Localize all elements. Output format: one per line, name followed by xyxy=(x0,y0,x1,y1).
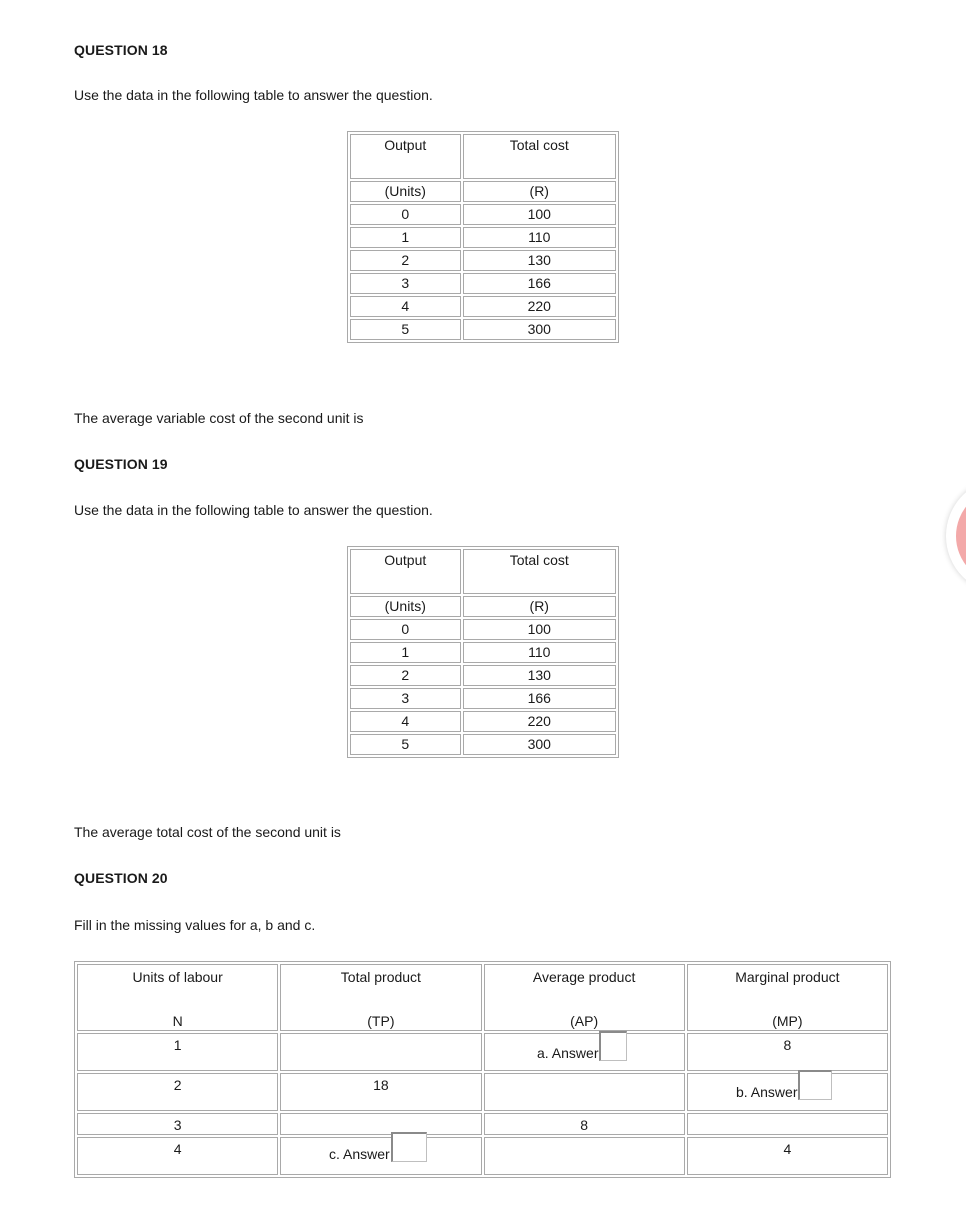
q20-header-ap: Average product (AP) xyxy=(484,964,685,1031)
q20-header-mp: Marginal product (MP) xyxy=(687,964,888,1031)
table-row: 4 4 xyxy=(77,1137,888,1175)
table-row: 2 18 xyxy=(77,1073,888,1111)
q19-col-cost-unit: (R) xyxy=(463,596,616,617)
table-row: 5 300 xyxy=(350,734,616,755)
q20-intro: Fill in the missing values for a, b and c. xyxy=(74,917,316,933)
answer-a-input[interactable] xyxy=(599,1031,627,1061)
q19-col-cost-header: Total cost xyxy=(463,549,616,594)
q19-question: The average total cost of the second unit is xyxy=(74,824,341,840)
q19-title: QUESTION 19 xyxy=(74,456,168,472)
q18-question: The average variable cost of the second unit is xyxy=(74,410,364,426)
q18-title: QUESTION 18 xyxy=(74,42,168,58)
table-row: 1 8 xyxy=(77,1033,888,1071)
answer-a xyxy=(537,1031,627,1061)
answer-a-label: a. Answer xyxy=(537,1045,599,1061)
answer-c-label: c. Answer xyxy=(329,1146,390,1162)
answer-b-input[interactable] xyxy=(798,1070,832,1100)
table-row: 0 100 xyxy=(350,619,616,640)
table-row: 5 300 xyxy=(350,319,616,340)
answer-b xyxy=(736,1070,832,1100)
q18-col-cost-header: Total cost xyxy=(463,134,616,179)
q18-col-cost-unit: (R) xyxy=(463,181,616,202)
answer-c-input[interactable] xyxy=(391,1132,427,1162)
table-row: 3 8 xyxy=(77,1113,888,1135)
q19-col-output-unit: (Units) xyxy=(350,596,461,617)
q20-header-tp: Total product (TP) xyxy=(280,964,481,1031)
q19-cost-table xyxy=(347,546,619,758)
table-row: 2 130 xyxy=(350,665,616,686)
table-row: 4 220 xyxy=(350,711,616,732)
q18-col-output-unit: (Units) xyxy=(350,181,461,202)
table-row: 2 130 xyxy=(350,250,616,271)
q20-title: QUESTION 20 xyxy=(74,870,168,886)
q20-header-labour: Units of labour N xyxy=(77,964,278,1031)
table-row: 0 100 xyxy=(350,204,616,225)
q18-cost-table xyxy=(347,131,619,343)
floating-action-circle[interactable] xyxy=(946,478,966,594)
answer-b-label: b. Answer xyxy=(736,1084,798,1100)
table-row: 1 110 xyxy=(350,227,616,248)
table-row: 3 166 xyxy=(350,273,616,294)
table-row: 1 110 xyxy=(350,642,616,663)
q18-intro: Use the data in the following table to answer the question. xyxy=(74,87,433,103)
q19-intro: Use the data in the following table to answer the question. xyxy=(74,502,433,518)
q19-col-output-header: Output xyxy=(350,549,461,594)
table-row: 4 220 xyxy=(350,296,616,317)
q18-col-output-header: Output xyxy=(350,134,461,179)
table-row: 3 166 xyxy=(350,688,616,709)
answer-c xyxy=(329,1132,427,1162)
